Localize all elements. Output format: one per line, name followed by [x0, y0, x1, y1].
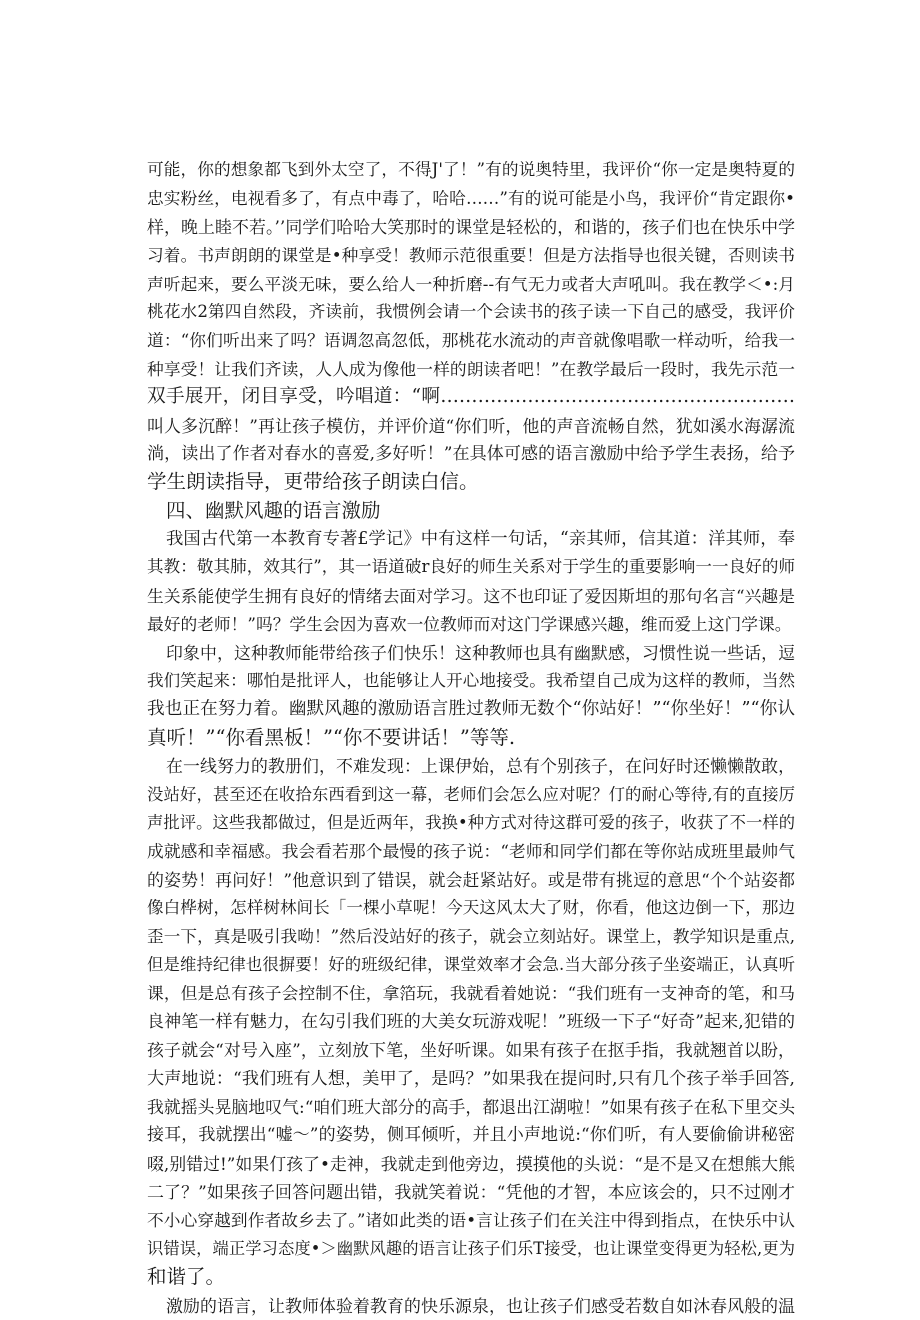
text-line: 像白桦树，怎样树林间长「一棵小草呢！今天这风太大了财，你看，他这边倒一下，那边	[147, 898, 795, 918]
text-line: 我也正在努力着。幽默风趣的激励语言胜过教师无数个“你站好！”“你坐好！”“你认	[147, 699, 795, 720]
text-line: 二了？”如果孩子回答问题出错，我就笑着说：“凭他的才智，本应该会的，只不过刚才	[147, 1182, 795, 1203]
text-line: 可能，你的想象都飞到外太空了，不得J'了！”有的说奥特里，我评价“你一定是奥特夏的	[147, 160, 795, 179]
text-line: 淌，读出了作者对春水的喜爱,多好听！”在具体可感的语言激励中给予学生表扬，给予	[147, 443, 795, 464]
text-line: 良神笔一样有魅力，在勾引我们班的大美女玩游戏呢！”班级一下子“好奇”起来,犯错的	[147, 1011, 795, 1032]
text-line: 歪一下，真是吸引我呦！”然后没站好的孩子，就会立刻站好。课堂上，教学知识是重点,	[147, 926, 795, 946]
text-line: 成就感和幸福感。我会看若那个最慢的孩子说：“老师和同学们都在等你站成班里最帅气	[147, 841, 795, 862]
text-line: 激励的语言，让教师体验着教育的快乐源泉，也让孩子们感受若数自如沐春风般的温	[166, 1295, 795, 1316]
text-line: 和谐了。	[147, 1265, 226, 1289]
text-line: 其教：敬其肺，效其行”，其一语道破r良好的师生关系对于学生的重要影响一一良好的师	[147, 557, 795, 577]
text-line: 的姿势！再问好！”他意识到了错误，就会赶紧站好。或是带有挑逗的意思“个个站姿都	[147, 869, 795, 890]
document-body	[147, 156, 795, 1320]
text-line: 识错误，端正学习态度•＞幽默风趣的语言让孩子们乐T接受，也让课堂变得更为轻松,更为	[147, 1238, 795, 1258]
text-line: 不小心穿越到作者故乡去了。”诸如此类的语•言让孩子们在关注中得到指点，在快乐中认	[147, 1210, 795, 1231]
text-line: 课，但是总有孩子会控制不住，拿箔玩，我就看着她说：“我们班有一支神奇的笔，和马	[147, 983, 795, 1004]
text-line: 没站好，甚至还在收拾东西看到这一幕，老师们会怎么应对呢？仃的耐心等待,有的直接厉	[147, 784, 795, 804]
text-line: 我们笑起来：哪怕是批评人，也能够让人开心地接受。我希望自己成为这样的教师，当然	[147, 671, 795, 691]
text-line: 道：“你们听出来了吗？语调忽高忽低，那桃花水流动的声音就像唱歌一样动听，给我一	[147, 330, 795, 351]
text-line: 我就摇头晃脑地叹气:“咱们班大部分的高手，都退出江湖啦！”如果有孩子在私下里交头	[147, 1096, 795, 1117]
text-line: 样，晚上睦不若。’’同学们哈哈大笑那时的课堂是轻松的，和谐的，孩子们也在快乐中学	[147, 216, 795, 237]
text-line: 种享受！让我们齐读，人人成为像他一样的朗读者吧！”在教学最后一段时，我先示范一	[147, 358, 795, 379]
text-line: 叫人多沉醉！”再让孩子模仿，并评价道“你们听，他的声音流畅自然，犹如溪水海潺流	[147, 415, 795, 436]
text-line: 习着。书声朗朗的课堂是•种享受！教师示范很重要！但是方法指导也很关键，否则读书	[147, 245, 795, 266]
text-line: 生关系能使学生拥有良好的情绪去面对学习。这不也印证了爱因斯坦的那句名言“兴趣是	[147, 585, 795, 606]
text-line: 孩子就会“对号入座”，立刻放下笔，坐好听课。如果有孩子在抠手指，我就翘首以盼，	[147, 1040, 795, 1061]
section-heading: 四、幽默风趣的语言激励	[166, 498, 381, 522]
text-line: 学生朗读指导，更带给孩子朗读白信。	[147, 470, 479, 494]
text-line: 声批评。这些我都做过，但是近两年，我换•种方式对待这群可爱的孩子，收获了不一样的	[147, 812, 795, 832]
text-line: 双手展开，闭目享受，吟唱道：“啊…………………………………………………	[147, 386, 795, 408]
text-line: 印象中，这种教师能带给孩子们快乐！这种教师也具有幽默感，习惯性说一些话，逗	[166, 642, 795, 663]
text-line: 接耳，我就摆出“嘘～”的姿势，侧耳倾听，并且小声地说:“你们听，有人要偷偷讲秘密	[147, 1125, 795, 1146]
text-line: 桃花水2第四自然段，齐读前，我惯例会请一个会读书的孩子读一下自己的感受，我评价	[147, 301, 795, 321]
text-line: 在一线努力的教册们，不难发现：上课伊始，总有个别孩子，在问好时还懒懒散敢，	[166, 756, 795, 777]
text-line: 但是维持纪律也很摒要！好的班级纪律，课堂效率才会急.当大部分孩子坐姿端正，认真听	[147, 954, 795, 974]
text-line: 我国古代第一本教育专著£学记》中有这样一句话，“亲其师，信其道：洋其师，奉	[166, 529, 795, 550]
text-line: 声听起来，要么平淡无味，要么给人一种折磨--有气无力或者大声吼叫。我在教学＜•:月	[147, 273, 795, 294]
text-line: 大声地说：“我们班有人想，美甲了，是吗？”如果我在提问时,只有几个孩子举手回答,	[147, 1068, 795, 1089]
text-line: 最好的老师！”吗？学生会因为喜欢一位教师而对这门学课感兴趣，维而爱上这门学课。	[147, 614, 792, 635]
text-line: 忠实粉丝，电视看多了，有点中毒了，哈哈……”有的说可能是小鸟，我评价“肯定跟你•	[147, 188, 795, 209]
text-line: 啜,别错过!”如果仃孩了•走神，我就走到他旁边，摸摸他的头说：“是不是又在想熊大熊	[147, 1153, 795, 1174]
text-line: 真听！”“你看黑板！”“你不要讲话！”等等.	[147, 725, 516, 749]
